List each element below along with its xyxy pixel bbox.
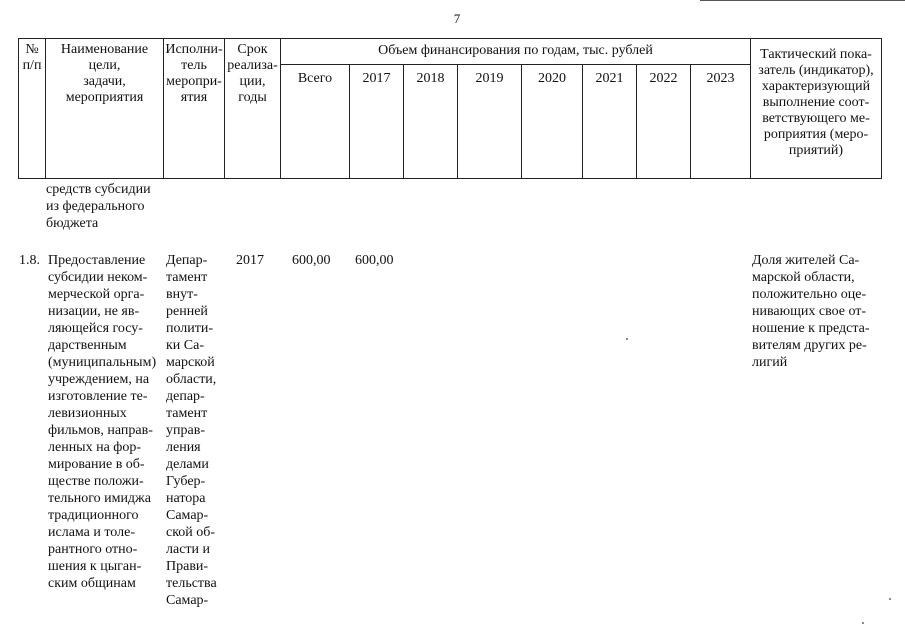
financing-table-header <box>18 38 882 179</box>
header-financing: Объем финансирования по годам, тыс. рублей <box>281 39 751 65</box>
header-year-2022: 2022 <box>637 65 691 179</box>
row-activity-name: Предоставление субсидии неком- мерческой орга- низации, не яв- ляющейся госу- дарственным (муниципальным) учреждением, на изготовление те- левизионных фильмов, направ- ленных на фор- мирование в об- ществе положи- тельного имиджа традиционного ислама и толе- рантного отно- шения к цыган- ским общинам <box>48 253 157 591</box>
header-year-2017: 2017 <box>350 65 404 179</box>
scan-speck <box>862 622 864 624</box>
row-number: 1.8. <box>19 253 40 268</box>
header-year-2019: 2019 <box>458 65 522 179</box>
header-indicator: Тактический пока- затель (индикатор), характеризующий выполнение соот- ветствующего ме- роприятия (меро- приятий) <box>751 39 882 179</box>
top-edge-rule <box>700 0 905 1</box>
header-total: Всего <box>281 65 350 179</box>
row-total: 600,00 <box>292 253 331 268</box>
row-executor: Депар- тамент внут- ренней полити- ки Са- марской области, депар- тамент управ- ления делами Губер- натора Самар- ской об- ласти и Прави- тельства Самар- <box>166 253 217 608</box>
row-indicator: Доля жителей Са- марской области, положительно оце- нивающих свое от- ношение к предста- вителям других ре- лигий <box>752 253 870 370</box>
row-period: 2017 <box>236 253 264 268</box>
row-year-2017-value: 600,00 <box>355 253 394 268</box>
header-num: № п/п <box>19 39 46 179</box>
page-number: 7 <box>453 11 461 26</box>
continued-text: средств субсидии из федерального бюджета <box>46 182 151 231</box>
header-name: Наименование цели, задачи, мероприятия <box>46 39 164 179</box>
header-year-2018: 2018 <box>404 65 458 179</box>
header-executor: Исполни- тель меропри- ятия <box>164 39 225 179</box>
header-period: Срок реализа- ции, годы <box>225 39 281 179</box>
header-year-2023: 2023 <box>691 65 751 179</box>
scan-speck <box>889 598 891 600</box>
header-year-2020: 2020 <box>522 65 583 179</box>
scan-speck <box>626 338 628 340</box>
header-year-2021: 2021 <box>583 65 637 179</box>
